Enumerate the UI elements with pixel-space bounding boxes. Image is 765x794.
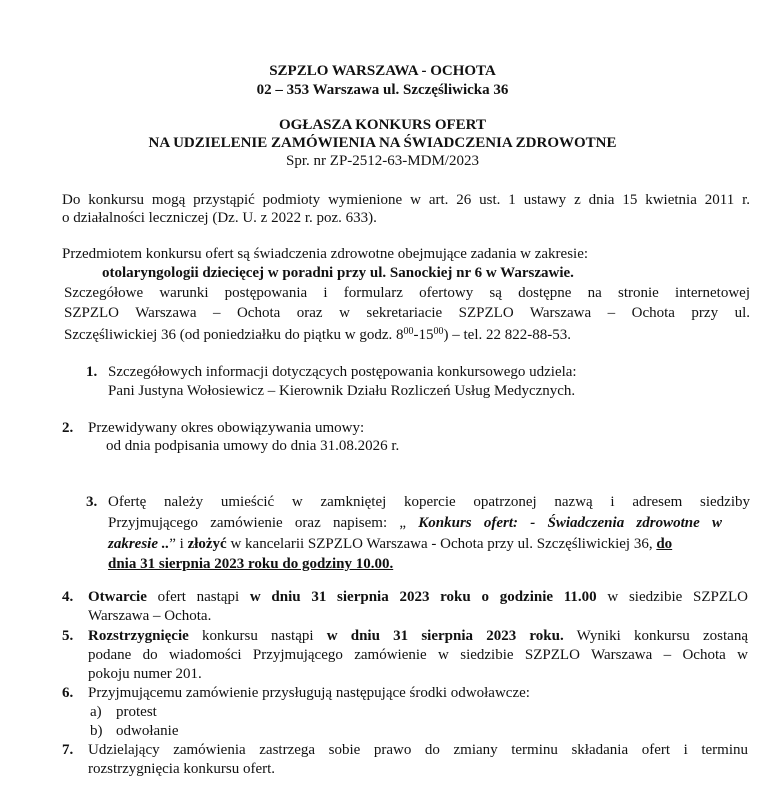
item-3-quote-close: ” i xyxy=(169,536,188,552)
org-address: 02 – 353 Warszawa ul. Szczęśliwicka 36 xyxy=(256,82,509,98)
item-1-line-2: Pani Justyna Wołosiewicz – Kierownik Działu Rozliczeń Usług Medycznych. xyxy=(108,383,576,399)
subject-line-1: Przedmiotem konkursu ofert są świadczenia zdrowotne obejmujące zadania w zakresie: xyxy=(62,246,589,262)
item-7-line-2: rozstrzygnięcia konkursu ofert. xyxy=(88,761,276,777)
item-6-a-text: protest xyxy=(116,704,157,720)
title-line-1: OGŁASZA KONKURS OFERT xyxy=(278,117,486,133)
item-6-b-text: odwołanie xyxy=(116,723,179,739)
subject-line-3: Szczegółowe warunki postępowania i formularz ofertowy są dostępne na stronie internetowej xyxy=(64,285,750,301)
subject-phone-text: ) – tel. 22 822-88-53. xyxy=(443,327,571,343)
item-4-opening-date: w dniu 31 sierpnia 2023 roku o godzinie 11.00 xyxy=(249,589,597,605)
item-3-envelope-label-end: zakresie .. xyxy=(108,536,170,552)
item-7-number: 7. xyxy=(62,742,74,758)
item-3-line-2 xyxy=(108,514,722,533)
subject-line-5 xyxy=(64,326,571,345)
item-5-line-2: podane do wiadomości Przyjmującego zamówienie w siedzibie SZPZLO Warszawa – Ochota w xyxy=(88,647,748,663)
item-6-line-1: Przyjmującemu zamówienie przysługują następujące środki odwoławcze: xyxy=(88,685,530,701)
item-3-office-text: w kancelarii SZPZLO Warszawa - Ochota przy ul. Szczęśliwickiej 36, xyxy=(226,536,657,552)
hours-sup-2: 00 xyxy=(433,326,444,337)
item-6-number: 6. xyxy=(62,685,74,701)
item-5-line-3: pokoju numer 201. xyxy=(88,666,202,682)
item-3-line-1: Ofertę należy umieścić w zamkniętej kopercie opatrzonej nazwą i adresem siedziby xyxy=(108,494,750,510)
item-2-number: 2. xyxy=(62,420,74,436)
item-7-line-1: Udzielający zamówienia zastrzega sobie prawo do zmiany terminu składania ofert i terminu xyxy=(88,742,748,758)
item-1-number: 1. xyxy=(86,364,98,380)
item-3-line-3 xyxy=(108,535,672,554)
reference-number: Spr. nr ZP-2512-63-MDM/2023 xyxy=(286,153,479,169)
item-4-opening-word: Otwarcie xyxy=(88,589,147,605)
item-4-line-1 xyxy=(88,588,748,607)
item-4-line-2: Warszawa – Ochota. xyxy=(88,608,212,624)
item-4-number: 4. xyxy=(62,589,74,605)
item-5-resolution-date: w dniu 31 sierpnia 2023 roku. xyxy=(326,628,564,644)
item-3-envelope-label: Konkurs ofert: - Świadczenia zdrowotne w xyxy=(418,515,722,531)
hours-sup-1: 00 xyxy=(403,326,414,337)
item-4-text-2: w siedzibie SZPZLO xyxy=(596,589,748,605)
subject-line-4: SZPZLO Warszawa – Ochota oraz w sekretariacie SZPZLO Warszawa – Ochota przy ul. xyxy=(64,305,750,321)
item-3-submit-word: złożyć xyxy=(187,536,227,552)
item-3-line-2-text: Przyjmującego zamówienie oraz napisem: „ xyxy=(108,515,407,531)
item-3-deadline: dnia 31 sierpnia 2023 roku do godziny 10.00. xyxy=(108,556,394,572)
item-3-number: 3. xyxy=(86,494,98,510)
subject-line-2: otolaryngologii dziecięcej w poradni przy ul. Sanockiej nr 6 w Warszawie. xyxy=(102,265,574,281)
item-5-number: 5. xyxy=(62,628,74,644)
item-5-text-1: konkursu nastąpi xyxy=(188,628,327,644)
title-line-2: NA UDZIELENIE ZAMÓWIENIA NA ŚWIADCZENIA ZDROWOTNE xyxy=(148,135,617,151)
item-5-line-1 xyxy=(88,627,748,646)
subject-hours-text: Szczęśliwickiej 36 (od poniedziałku do piątku w godz. 8 xyxy=(64,327,404,343)
org-name: SZPZLO WARSZAWA - OCHOTA xyxy=(269,63,496,79)
item-1-line-1: Szczegółowych informacji dotyczących postępowania konkursowego udziela: xyxy=(108,364,577,380)
item-2-line-2: od dnia podpisania umowy do dnia 31.08.2026 r. xyxy=(106,438,400,454)
item-4-text-1: ofert nastąpi xyxy=(146,589,250,605)
item-5-text-2: Wyniki konkursu zostaną xyxy=(563,628,748,644)
item-6-b-label: b) xyxy=(90,723,103,739)
hours-dash: -15 xyxy=(413,327,434,343)
intro-line-2: o działalności leczniczej (Dz. U. z 2022 r. poz. 633). xyxy=(62,210,377,226)
intro-line-1: Do konkursu mogą przystąpić podmioty wymienione w art. 26 ust. 1 ustawy z dnia 15 kwietnia 2011 r. xyxy=(62,192,750,208)
item-5-resolution-word: Rozstrzygnięcie xyxy=(88,628,189,644)
item-6-a-label: a) xyxy=(90,704,102,720)
item-2-line-1: Przewidywany okres obowiązywania umowy: xyxy=(88,420,365,436)
item-3-deadline-start: do xyxy=(656,536,673,552)
